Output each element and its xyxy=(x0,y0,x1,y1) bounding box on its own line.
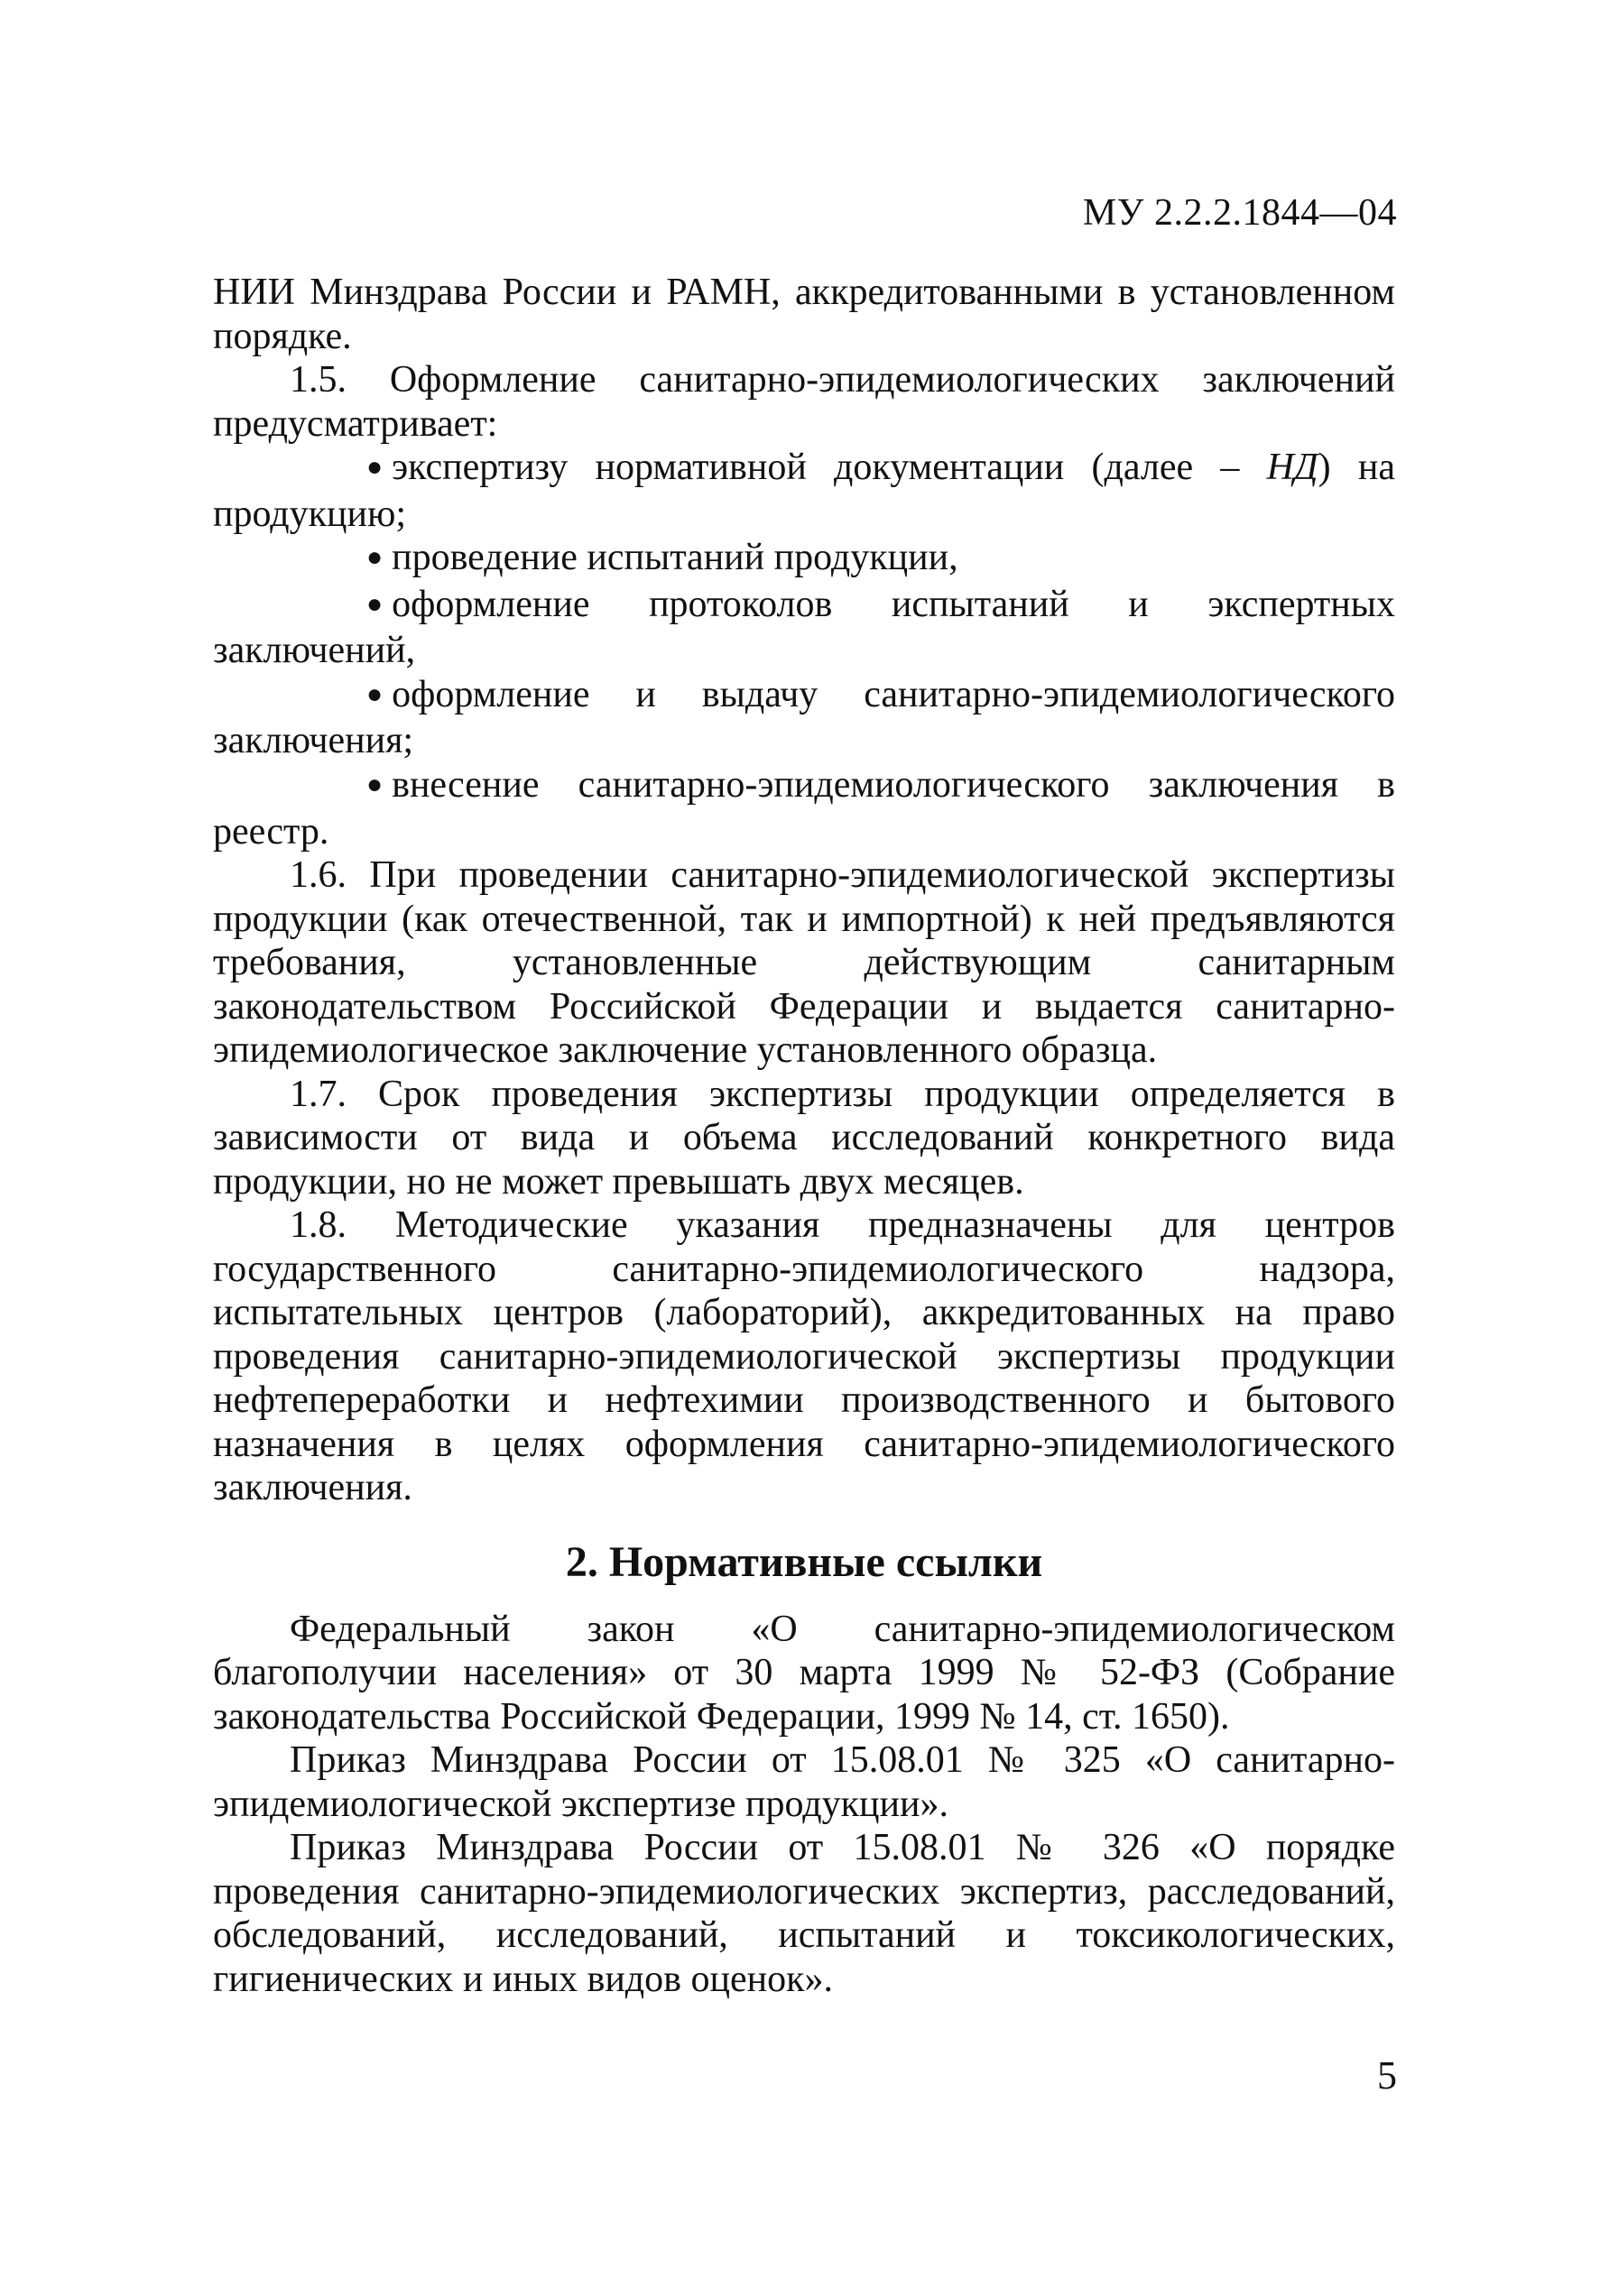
document-code: МУ 2.2.2.1844—04 xyxy=(1082,192,1397,234)
list-item: ● проведение испытаний продукции, xyxy=(213,536,1395,583)
paragraph-1-6: 1.6. При проведении санитарно-эпидемиологической экспертизы продукции (как отечественной, так и импортной) к ней предъявляются требования, установленные действующим санитарным законодательством Российской Федерации и выдается санитарно-эпидемиологическое заключение установленного образца. xyxy=(213,854,1395,1072)
list-item: ● оформление и выдачу санитарно-эпидемиологического заключения; xyxy=(213,673,1395,762)
paragraph-intro: НИИ Минздрава России и РАМН, аккредитованными в установленном порядке. xyxy=(213,272,1395,357)
page-content xyxy=(213,271,1395,2001)
bullet-icon: ● xyxy=(366,588,384,619)
paragraph-1-7: 1.7. Срок проведения экспертизы продукции определяется в зависимости от вида и объема исследований конкретного вида продукции, но не может превышать двух месяцев. xyxy=(213,1073,1395,1203)
bullet-icon: ● xyxy=(366,678,384,709)
list-item: ● внесение санитарно-эпидемиологического заключения в реестр. xyxy=(213,763,1395,853)
bullet-icon: ● xyxy=(366,542,384,573)
reference-item: Федеральный закон «О санитарно-эпидемиологическом благополучии населения» от 30 марта 1999 № 52-ФЗ (Собрание законодательства Российской Федерации, 1999 № 14, ст. 1650). xyxy=(213,1608,1395,1738)
page-number: 5 xyxy=(1377,2053,1397,2098)
list-item: ● оформление протоколов испытаний и экспертных заключений, xyxy=(213,583,1395,672)
reference-item: Приказ Минздрава России от 15.08.01 № 325 «О санитарно-эпидемиологической экспертизе продукции». xyxy=(213,1739,1395,1825)
reference-item: Приказ Минздрава России от 15.08.01 № 326 «О порядке проведения санитарно-эпидемиологических экспертиз, расследований, обследований, исследований, испытаний и токсикологических, гигиенических и иных видов оценок». xyxy=(213,1827,1395,2000)
bullet-icon: ● xyxy=(366,452,384,483)
section-heading: 2. Нормативные ссылки xyxy=(565,1537,1043,1586)
paragraph-1-8: 1.8. Методические указания предназначены для центров государственного санитарно-эпидемиологического надзора, испытательных центров (лабораторий), аккредитованных на право проведения санитарно-эпидемиологической экспертизы продукции нефтепереработки и нефтехимии производственного и бытового назначения в целях оформления санитарно-эпидемиологического заключения. xyxy=(213,1204,1395,1509)
list-item: ● экспертизу нормативной документации (далее – НД) на продукцию; xyxy=(213,447,1395,535)
bullet-icon: ● xyxy=(366,770,384,800)
paragraph-1-5: 1.5. Оформление санитарно-эпидемиологических заключений предусматривает: xyxy=(213,359,1395,445)
